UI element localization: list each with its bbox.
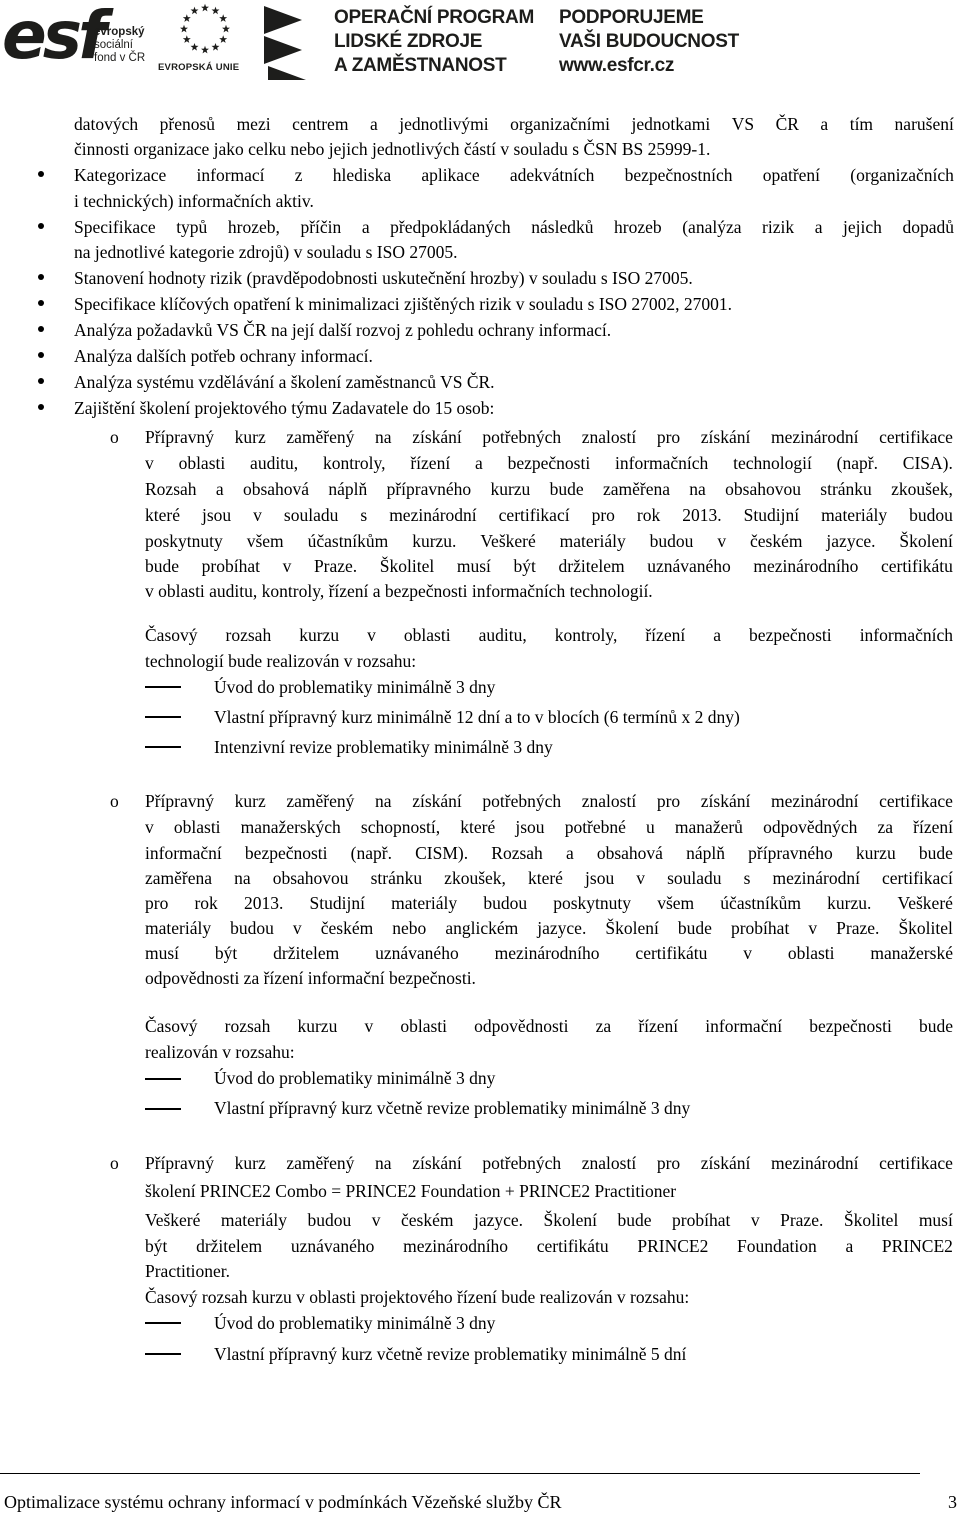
eu-star-icon xyxy=(219,35,227,43)
bullet-text: Specifikace typů hrozeb, příčin a předpokládaných následků hrozeb (analýza rizik a jejich dopadů xyxy=(74,217,954,237)
course-text: v oblasti auditu, kontroly, řízení a bezpečnosti informačních technologií (např. CISA). xyxy=(145,453,953,473)
course-text: materiály budou v českém nebo anglickém jazyce. Školení bude probíhat v Praze. Školitel xyxy=(145,918,953,938)
dash-icon xyxy=(145,1108,181,1110)
bullet-text: Kategorizace informací z hlediska aplikace adekvátních bezpečnostních opatření (organizačních xyxy=(74,165,954,185)
op-line: LIDSKÉ ZDROJE xyxy=(334,31,483,52)
text-line: datových přenosů mezi centrem a jednotlivými organizačními jednotkami VS ČR a tím narušení xyxy=(74,114,954,134)
esf-text-line: sociální xyxy=(94,39,133,51)
bullet-icon xyxy=(38,171,44,177)
course-text: zaměřena na obsahovou stránku zkoušek, které jsou v souladu s mezinárodní certifikací xyxy=(145,868,953,888)
bullet-text: na jednotlivé kategorie zdrojů) v souladu s ISO 27005. xyxy=(74,242,458,262)
course-scope: Časový rozsah kurzu v oblasti auditu, kontroly, řízení a bezpečnosti informačních xyxy=(145,625,953,645)
bullet-icon xyxy=(38,326,44,332)
course-text: Přípravný kurz zaměřený na získání potřebných znalostí pro získání mezinárodní certifikace xyxy=(145,791,953,811)
eu-star-icon xyxy=(183,14,191,22)
course-item: Úvod do problematiky minimálně 3 dny xyxy=(214,1313,496,1333)
eu-star-icon xyxy=(191,43,199,51)
course-item: Vlastní přípravný kurz včetně revize problematiky minimálně 5 dní xyxy=(214,1344,687,1364)
course-text: Přípravný kurz zaměřený na získání potřebných znalostí pro získání mezinárodní certifikace xyxy=(145,427,953,447)
dash-icon xyxy=(145,1322,181,1324)
eu-logo xyxy=(158,2,250,82)
eu-star-icon xyxy=(201,4,209,12)
course-item: Vlastní přípravný kurz minimálně 12 dní a to v blocích (6 termínů x 2 dny) xyxy=(214,707,740,727)
esf-logo-text xyxy=(94,26,145,65)
sub-bullet-marker: o xyxy=(110,427,119,447)
eu-star-icon xyxy=(212,7,220,15)
bullet-icon xyxy=(38,378,44,384)
bullet-icon xyxy=(38,404,44,410)
dash-icon xyxy=(145,1353,181,1355)
eu-stars-icon xyxy=(178,2,232,56)
course-text: pro rok 2013. Studijní materiály budou poskytnuty všem účastníkům kurzu. Veškeré xyxy=(145,893,953,913)
bullet-text: Analýza požadavků VS ČR na její další rozvoj z pohledu ochrany informací. xyxy=(74,320,612,340)
course-text: v oblasti auditu, kontroly, řízení a bezpečnosti informačních technologií. xyxy=(145,581,653,601)
esf-text-line: evropský xyxy=(94,26,145,38)
bullet-text: Analýza dalších potřeb ochrany informací. xyxy=(74,346,373,366)
course-text: poskytnuty všem účastníkům kurzu. Veškeré materiály budou v českém jazyce. Školení xyxy=(145,531,953,551)
op-lz-logo-icon xyxy=(264,6,306,80)
op-program-name xyxy=(334,6,534,78)
footer-title: Optimalizace systému ochrany informací v podmínkách Vězeňské služby ČR xyxy=(4,1492,562,1512)
course-text: Practitioner. xyxy=(145,1261,231,1281)
support-slogan xyxy=(559,6,739,78)
eu-star-icon xyxy=(191,7,199,15)
course-text: být držitelem uznávaného mezinárodního certifikátu PRINCE2 Foundation a PRINCE2 xyxy=(145,1236,953,1256)
header-logos xyxy=(0,0,960,88)
eu-logo-label: EVROPSKÁ UNIE xyxy=(158,62,240,73)
text-line: činnosti organizace jako celku nebo jejich jednotlivých částí v souladu s ČSN BS 25999-1. xyxy=(74,139,711,159)
op-line: OPERAČNÍ PROGRAM xyxy=(334,7,534,28)
dash-icon xyxy=(145,746,181,748)
esf-logo xyxy=(0,0,150,80)
sub-bullet-marker: o xyxy=(110,1153,119,1173)
bullet-text: i technických) informačních aktiv. xyxy=(74,191,314,211)
bullet-text: Analýza systému vzdělávání a školení zaměstnanců VS ČR. xyxy=(74,372,495,392)
course-item: Intenzivní revize problematiky minimálně 3 dny xyxy=(214,737,553,757)
slogan-line: VAŠI BUDOUCNOST xyxy=(559,31,739,52)
bullet-text: Stanovení hodnoty rizik (pravděpodobnosti uskutečnění hrozby) v souladu s ISO 27005. xyxy=(74,268,693,288)
bullet-icon xyxy=(38,274,44,280)
course-scope: technologií bude realizován v rozsahu: xyxy=(145,651,417,671)
course-text: Přípravný kurz zaměřený na získání potřebných znalostí pro získání mezinárodní certifikace xyxy=(145,1153,953,1173)
course-text: musí být držitelem uznávaného mezinárodního certifikátu v oblasti manažerské xyxy=(145,943,953,963)
sub-bullet-marker: o xyxy=(110,791,119,811)
dash-icon xyxy=(145,1078,181,1080)
course-scope: realizován v rozsahu: xyxy=(145,1042,295,1062)
course-item: Úvod do problematiky minimálně 3 dny xyxy=(214,677,496,697)
slogan-line: PODPORUJEME xyxy=(559,7,704,28)
course-scope: Časový rozsah kurzu v oblasti projektového řízení bude realizován v rozsahu: xyxy=(145,1287,690,1307)
footer-divider xyxy=(0,1473,920,1474)
dash-icon xyxy=(145,716,181,718)
page-number: 3 xyxy=(948,1492,957,1512)
course-item: Úvod do problematiky minimálně 3 dny xyxy=(214,1068,496,1088)
bullet-icon xyxy=(38,300,44,306)
course-text: bude probíhat v Praze. Školitel musí být držitelem uznávaného mezinárodního certifikátu xyxy=(145,556,953,576)
eu-star-icon xyxy=(212,43,220,51)
course-text: školení PRINCE2 Combo = PRINCE2 Foundation + PRINCE2 Practitioner xyxy=(145,1181,677,1201)
bullet-text: Specifikace klíčových opatření k minimalizaci zjištěných rizik v souladu s ISO 27002, 27001. xyxy=(74,294,733,314)
course-item: Vlastní přípravný kurz včetně revize problematiky minimálně 3 dny xyxy=(214,1098,691,1118)
bullet-icon xyxy=(38,223,44,229)
course-text: Veškeré materiály budou v českém jazyce. Školení bude probíhat v Praze. Školitel musí xyxy=(145,1210,953,1230)
course-scope: Časový rozsah kurzu v oblasti odpovědnosti za řízení informační bezpečnosti bude xyxy=(145,1016,953,1036)
eu-star-icon xyxy=(222,25,230,33)
dash-icon xyxy=(145,686,181,688)
eu-star-icon xyxy=(201,46,209,54)
course-text: v oblasti manažerských schopností, které jsou potřebné u manažerů odpovědných za řízení xyxy=(145,817,953,837)
esf-logo-letters: esf xyxy=(2,0,103,74)
bullet-text: Zajištění školení projektového týmu Zadavatele do 15 osob: xyxy=(74,398,495,418)
course-text: Rozsah a obsahová náplň přípravného kurzu bude zaměřena na obsahovou stránku zkoušek, xyxy=(145,479,953,499)
course-text: informační bezpečnosti (např. CISM). Rozsah a obsahová náplň přípravného kurzu bude xyxy=(145,843,953,863)
eu-star-icon xyxy=(183,35,191,43)
esfcr-link[interactable]: www.esfcr.cz xyxy=(559,55,675,76)
op-line: A ZAMĚSTNANOST xyxy=(334,55,507,76)
eu-star-icon xyxy=(180,25,188,33)
eu-star-icon xyxy=(219,14,227,22)
course-text: odpovědnosti za řízení informační bezpečnosti. xyxy=(145,968,476,988)
esf-text-line: fond v ČR xyxy=(94,52,146,64)
course-text: které jsou v souladu s mezinárodní certifikací pro rok 2013. Studijní materiály budou xyxy=(145,505,953,525)
bullet-icon xyxy=(38,352,44,358)
